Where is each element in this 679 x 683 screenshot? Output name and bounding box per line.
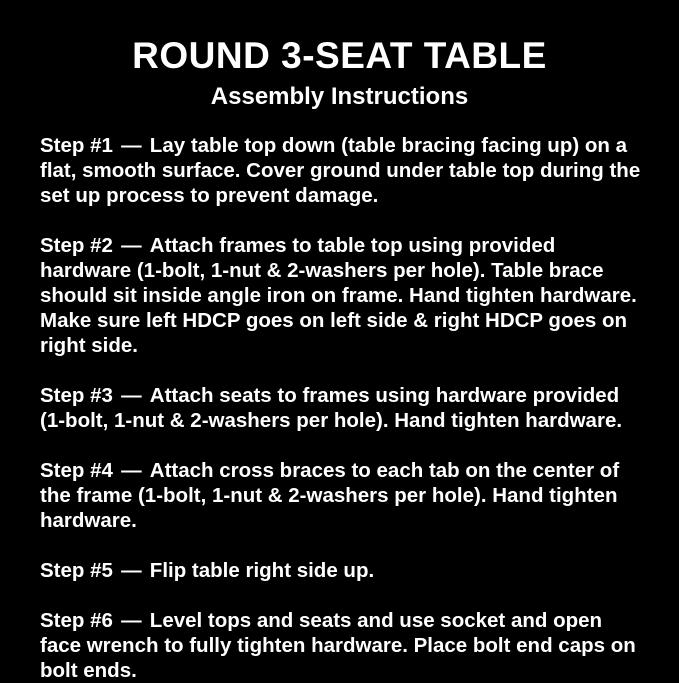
step-4-text: Attach cross braces to each tab on the center of the frame (1-bolt, 1-nut & 2-washers per hole). Hand tighten hardware. (40, 459, 620, 533)
step-2-dash: — (121, 234, 142, 258)
step-5-text: Flip table right side up. (149, 559, 375, 583)
step-4-label: Step #4 (40, 459, 113, 483)
instructions-list (0, 110, 679, 683)
step-3-label: Step #3 (40, 384, 113, 408)
step-6-dash: — (121, 609, 142, 633)
step-2-text: Attach frames to table top using provided hardware (1-bolt, 1-nut & 2-washers per hole). Table brace should sit inside angle iron on frame. Hand tighten hardware. Make sure left HDCP goes on left side & right HDCP goes on right side. (40, 234, 637, 358)
step-3-dash: — (121, 384, 142, 408)
header (0, 36, 679, 110)
step-6-text: Level tops and seats and use socket and open face wrench to fully tighten hardware. Place bolt end caps on bolt ends. (40, 609, 636, 683)
step-5-label: Step #5 (40, 559, 113, 583)
step-1-text: Lay table top down (table bracing facing up) on a flat, smooth surface. Cover ground under table top during the set up process to prevent damage. (40, 134, 641, 208)
page-title: ROUND 3-SEAT TABLE (132, 35, 547, 76)
step-4-dash: — (121, 459, 142, 483)
step-3-paragraph (40, 383, 641, 433)
step-1-paragraph (40, 133, 641, 208)
step-2-label: Step #2 (40, 234, 113, 258)
step-5-dash: — (121, 559, 142, 583)
step-4-paragraph (40, 458, 641, 533)
step-1-dash: — (121, 134, 142, 158)
step-1-label: Step #1 (40, 134, 113, 158)
step-6-label: Step #6 (40, 609, 113, 633)
page-subtitle: Assembly Instructions (210, 82, 469, 110)
step-6-paragraph (40, 608, 641, 683)
step-2-paragraph (40, 233, 641, 358)
step-3-text: Attach seats to frames using hardware provided (1-bolt, 1-nut & 2-washers per hole). Hand tighten hardware. (40, 384, 623, 433)
step-5-paragraph (40, 558, 641, 583)
